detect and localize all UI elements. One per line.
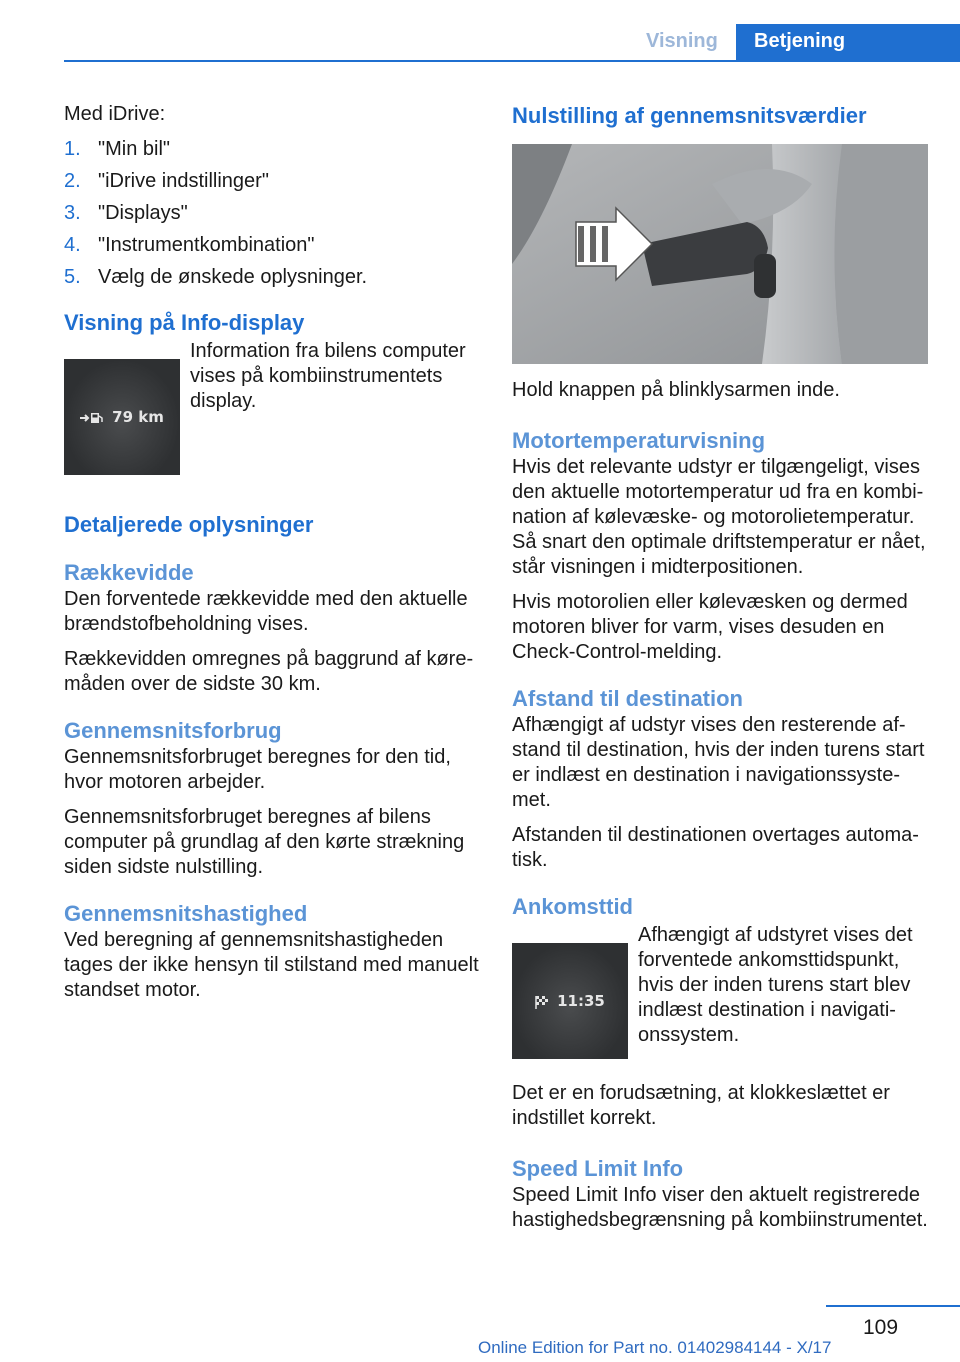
distance-text-1: Afhængigt af udstyr vises den resterende afstand til destination, hvis der inden turens start er indlæst en destination i navigationssystemet.: [512, 714, 925, 811]
list-item: 2. "iDrive indstillinger": [64, 170, 269, 192]
avg-speed-text: Ved beregning af gennemsnitshastigheden tages der ikke hensyn til stilstand med manuelt standset motor.: [64, 929, 479, 1001]
range-heading: Rækkevidde: [64, 560, 194, 585]
arrival-readout: 11:35: [557, 992, 605, 1010]
section-label: Visning: [646, 30, 718, 52]
arrival-text: Afhængigt af udstyret vises det forventede ankomsttidspunkt, hvis der inden turens start blev indlæst destination i navigationssystem.: [638, 924, 913, 1046]
distance-heading: Afstand til destination: [512, 686, 743, 711]
range-text-2: Rækkevidden omregnes på baggrund af køremåden over de sidste 30 km.: [64, 648, 474, 695]
info-display-block: [64, 339, 482, 479]
right-column: [512, 102, 930, 1233]
engine-temp-text-2: Hvis motorolien eller kølevæsken og dermed motoren bliver for varm, vises desuden en Check-Control-melding.: [512, 591, 908, 663]
page-header: [0, 0, 960, 62]
chapter-label: Betjening: [754, 30, 846, 52]
list-item: 4. "Instrumentkombination": [64, 234, 315, 256]
avg-consumption-text-2: Gennemsnitsforbruget beregnes af bilens computer på grundlag af den kørte strækning siden sidste nulstilling.: [64, 806, 465, 878]
destination-flag-icon: [535, 995, 551, 1009]
page-number: 109: [863, 1316, 899, 1339]
range-text-1: Den forventede rækkevidde med den aktuelle brændstofbeholdning vises.: [64, 588, 468, 635]
arrival-heading: Ankomsttid: [512, 894, 633, 919]
info-display-heading: Visning på Info-display: [64, 310, 305, 335]
avg-consumption-text-1: Gennemsnitsforbruget beregnes for den tid, hvor motoren arbejder.: [64, 746, 451, 793]
turn-signal-lever-photo: [512, 144, 928, 364]
range-display-image: [64, 359, 180, 475]
edition-note: Online Edition for Part no. 01402984144 - X/17: [478, 1338, 832, 1357]
engine-temp-heading: Motortemperaturvisning: [512, 428, 766, 453]
distance-text-2: Afstanden til destinationen overtages automatisk.: [512, 824, 919, 871]
speed-limit-heading: Speed Limit Info: [512, 1156, 684, 1181]
arrival-block: [512, 923, 930, 1073]
steps-list: [64, 137, 482, 297]
left-column: [64, 102, 482, 1003]
speed-limit-text: Speed Limit Info viser den aktuelt registrerede hastighedsbegrænsning på kombiinstrumentet.: [512, 1184, 928, 1231]
list-item: 5. Vælg de ønskede oplysninger.: [64, 266, 368, 288]
footer-rule: [826, 1305, 960, 1307]
detailed-heading: Detaljerede oplysninger: [64, 512, 314, 537]
range-readout: 79 km: [112, 408, 164, 426]
turn-signal-lever-image: [512, 144, 928, 364]
idrive-intro: Med iDrive:: [64, 103, 166, 125]
header-rule: [64, 60, 960, 62]
reset-heading: Nulstilling af gennemsnitsværdier: [512, 103, 867, 128]
chapter-tab: [736, 24, 960, 62]
list-item: 3. "Displays": [64, 202, 188, 224]
avg-consumption-heading: Gennemsnitsforbrug: [64, 718, 282, 743]
arrival-display-image: [512, 943, 628, 1059]
reset-caption: Hold knappen på blinklysarmen inde.: [512, 379, 840, 401]
avg-speed-heading: Gennemsnitshastighed: [64, 901, 308, 926]
engine-temp-text-1: Hvis det relevante udstyr er tilgængeligt, vises den aktuelle motortemperatur ud fra en kombination af kølevæske- og motorolietemperatur. Så snart den optimale driftstemperatur er nået, står visningen i midterpositionen.: [512, 456, 926, 578]
info-display-text: Information fra bilens computer vises på kombiinstrumentets display.: [190, 340, 466, 412]
fuel-pump-icon: [80, 412, 106, 424]
list-item: 1. "Min bil": [64, 138, 170, 160]
arrival-note: Det er en forudsætning, at klokkeslættet er indstillet korrekt.: [512, 1082, 890, 1129]
